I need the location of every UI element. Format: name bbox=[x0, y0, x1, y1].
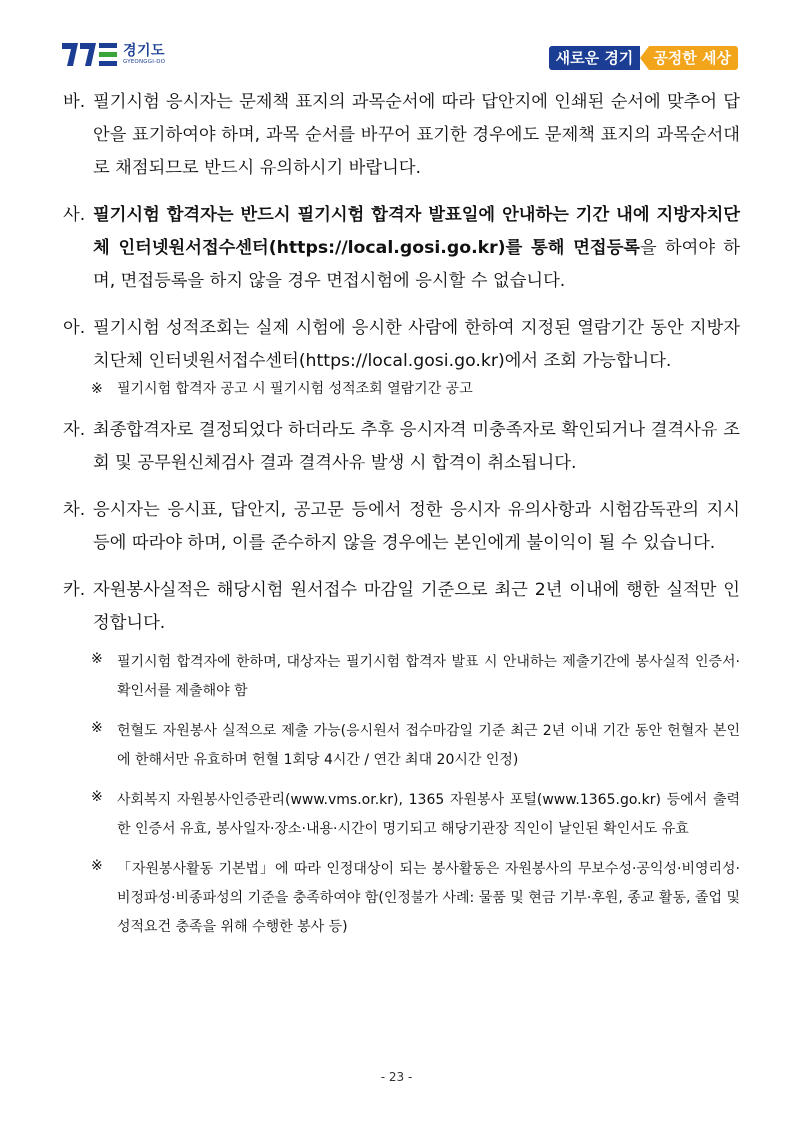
item-a bbox=[63, 312, 740, 378]
note-mark: ※ bbox=[91, 789, 103, 805]
gyeonggi-logo bbox=[62, 40, 165, 68]
note-mark: ※ bbox=[91, 381, 103, 397]
page-number: - 23 - bbox=[380, 1070, 413, 1084]
note-item bbox=[91, 648, 740, 706]
item-marker: 자. bbox=[63, 420, 86, 440]
item-bold-text: 필기시험 합격자는 반드시 필기시험 합격자 발표일에 안내하는 기간 내에 지방자치단체 인터넷원서접수센터(https://local.gosi.go.kr)를 통해 면접등록 bbox=[93, 205, 740, 258]
note-mark: ※ bbox=[91, 858, 103, 874]
note-item bbox=[91, 786, 740, 844]
slogan-banner bbox=[549, 46, 738, 70]
item-text: 필기시험 성적조회는 실제 시험에 응시한 사람에 한하여 지정된 열람기간 동안 지방자치단체 인터넷원서접수센터(https://local.gosi.go.kr)에서 조회 가능합니다. bbox=[93, 318, 740, 371]
item-marker: 아. bbox=[63, 318, 86, 338]
item-text: 필기시험 응시자는 문제책 표지의 과목순서에 따라 답안지에 인쇄된 순서에 맞추어 답안을 표기하여야 하며, 과목 순서를 바꾸어 표기한 경우에도 문제책 표지의 과목순서대로 채점되므로 반드시 유의하시기 바랍니다. bbox=[93, 92, 740, 178]
gyeonggi-logo-mark-icon bbox=[62, 40, 118, 68]
logo-korean-text: 경기도 bbox=[123, 43, 166, 59]
item-text bbox=[93, 199, 740, 298]
item-marker: 바. bbox=[63, 92, 86, 112]
document-body bbox=[63, 86, 740, 942]
logo-english-text: GYEONGGI-DO bbox=[123, 59, 166, 65]
item-marker: 카. bbox=[63, 580, 86, 600]
note-text: 사회복지 자원봉사인증관리(www.vms.or.kr), 1365 자원봉사 포털(www.1365.go.kr) 등에서 출력한 인증서 유효, 봉사일자·장소·내용·시간이 명기되고 해당기관장 직인이 날인된 확인서도 유효 bbox=[117, 792, 740, 837]
slogan-part1: 새로운 경기 bbox=[549, 46, 641, 70]
slogan-part2: 공정한 세상 bbox=[649, 46, 738, 70]
item-ba bbox=[63, 86, 740, 185]
note-mark: ※ bbox=[91, 651, 103, 667]
note-text: 「자원봉사활동 기본법」에 따라 인정대상이 되는 봉사활동은 자원봉사의 무보수성·공익성·비영리성·비정파성·비종파성의 기준을 충족하여야 함(인정불가 사례: 물품 및 현금 기부·후원, 종교 활동, 졸업 및 성적요건 충족을 위해 수행한 봉사 등) bbox=[117, 861, 740, 935]
note-text: 필기시험 합격자에 한하며, 대상자는 필기시험 합격자 발표 시 안내하는 제출기간에 봉사실적 인증서·확인서를 제출해야 함 bbox=[117, 654, 740, 699]
note-mark: ※ bbox=[91, 720, 103, 736]
item-text: 최종합격자로 결정되었다 하더라도 추후 응시자격 미충족자로 확인되거나 결격사유 조회 및 공무원신체검사 결과 결격사유 발생 시 합격이 취소됩니다. bbox=[93, 420, 740, 473]
item-marker: 차. bbox=[63, 500, 86, 520]
item-cha bbox=[63, 494, 740, 560]
volunteer-notes bbox=[63, 648, 740, 942]
item-ja bbox=[63, 414, 740, 480]
note-item bbox=[91, 717, 740, 775]
note-item bbox=[91, 855, 740, 942]
item-text: 자원봉사실적은 해당시험 원서접수 마감일 기준으로 최근 2년 이내에 행한 실적만 인정합니다. bbox=[93, 580, 740, 633]
item-regular-text: 을 하여야 하며, 면접등록을 하지 않을 경우 면접시험에 응시할 수 없습니다. bbox=[93, 238, 740, 291]
note-text: 헌혈도 자원봉사 실적으로 제출 가능(응시원서 접수마감일 기준 최근 2년 이내 기간 동안 헌혈자 본인에 한해서만 유효하며 헌혈 1회당 4시간 / 연간 최대 20시간 인정) bbox=[117, 723, 740, 768]
item-text: 응시자는 응시표, 답안지, 공고문 등에서 정한 응시자 유의사항과 시험감독관의 지시 등에 따라야 하며, 이를 준수하지 않을 경우에는 본인에게 불이익이 될 수 있습니다. bbox=[93, 500, 740, 553]
note-score-notice bbox=[91, 378, 740, 400]
note-text: 필기시험 합격자 공고 시 필기시험 성적조회 열람기간 공고 bbox=[117, 381, 473, 397]
item-ka bbox=[63, 574, 740, 640]
item-sa bbox=[63, 199, 740, 298]
page-header bbox=[62, 40, 738, 76]
slogan-arrow-icon bbox=[640, 46, 649, 70]
item-marker: 사. bbox=[63, 205, 86, 225]
